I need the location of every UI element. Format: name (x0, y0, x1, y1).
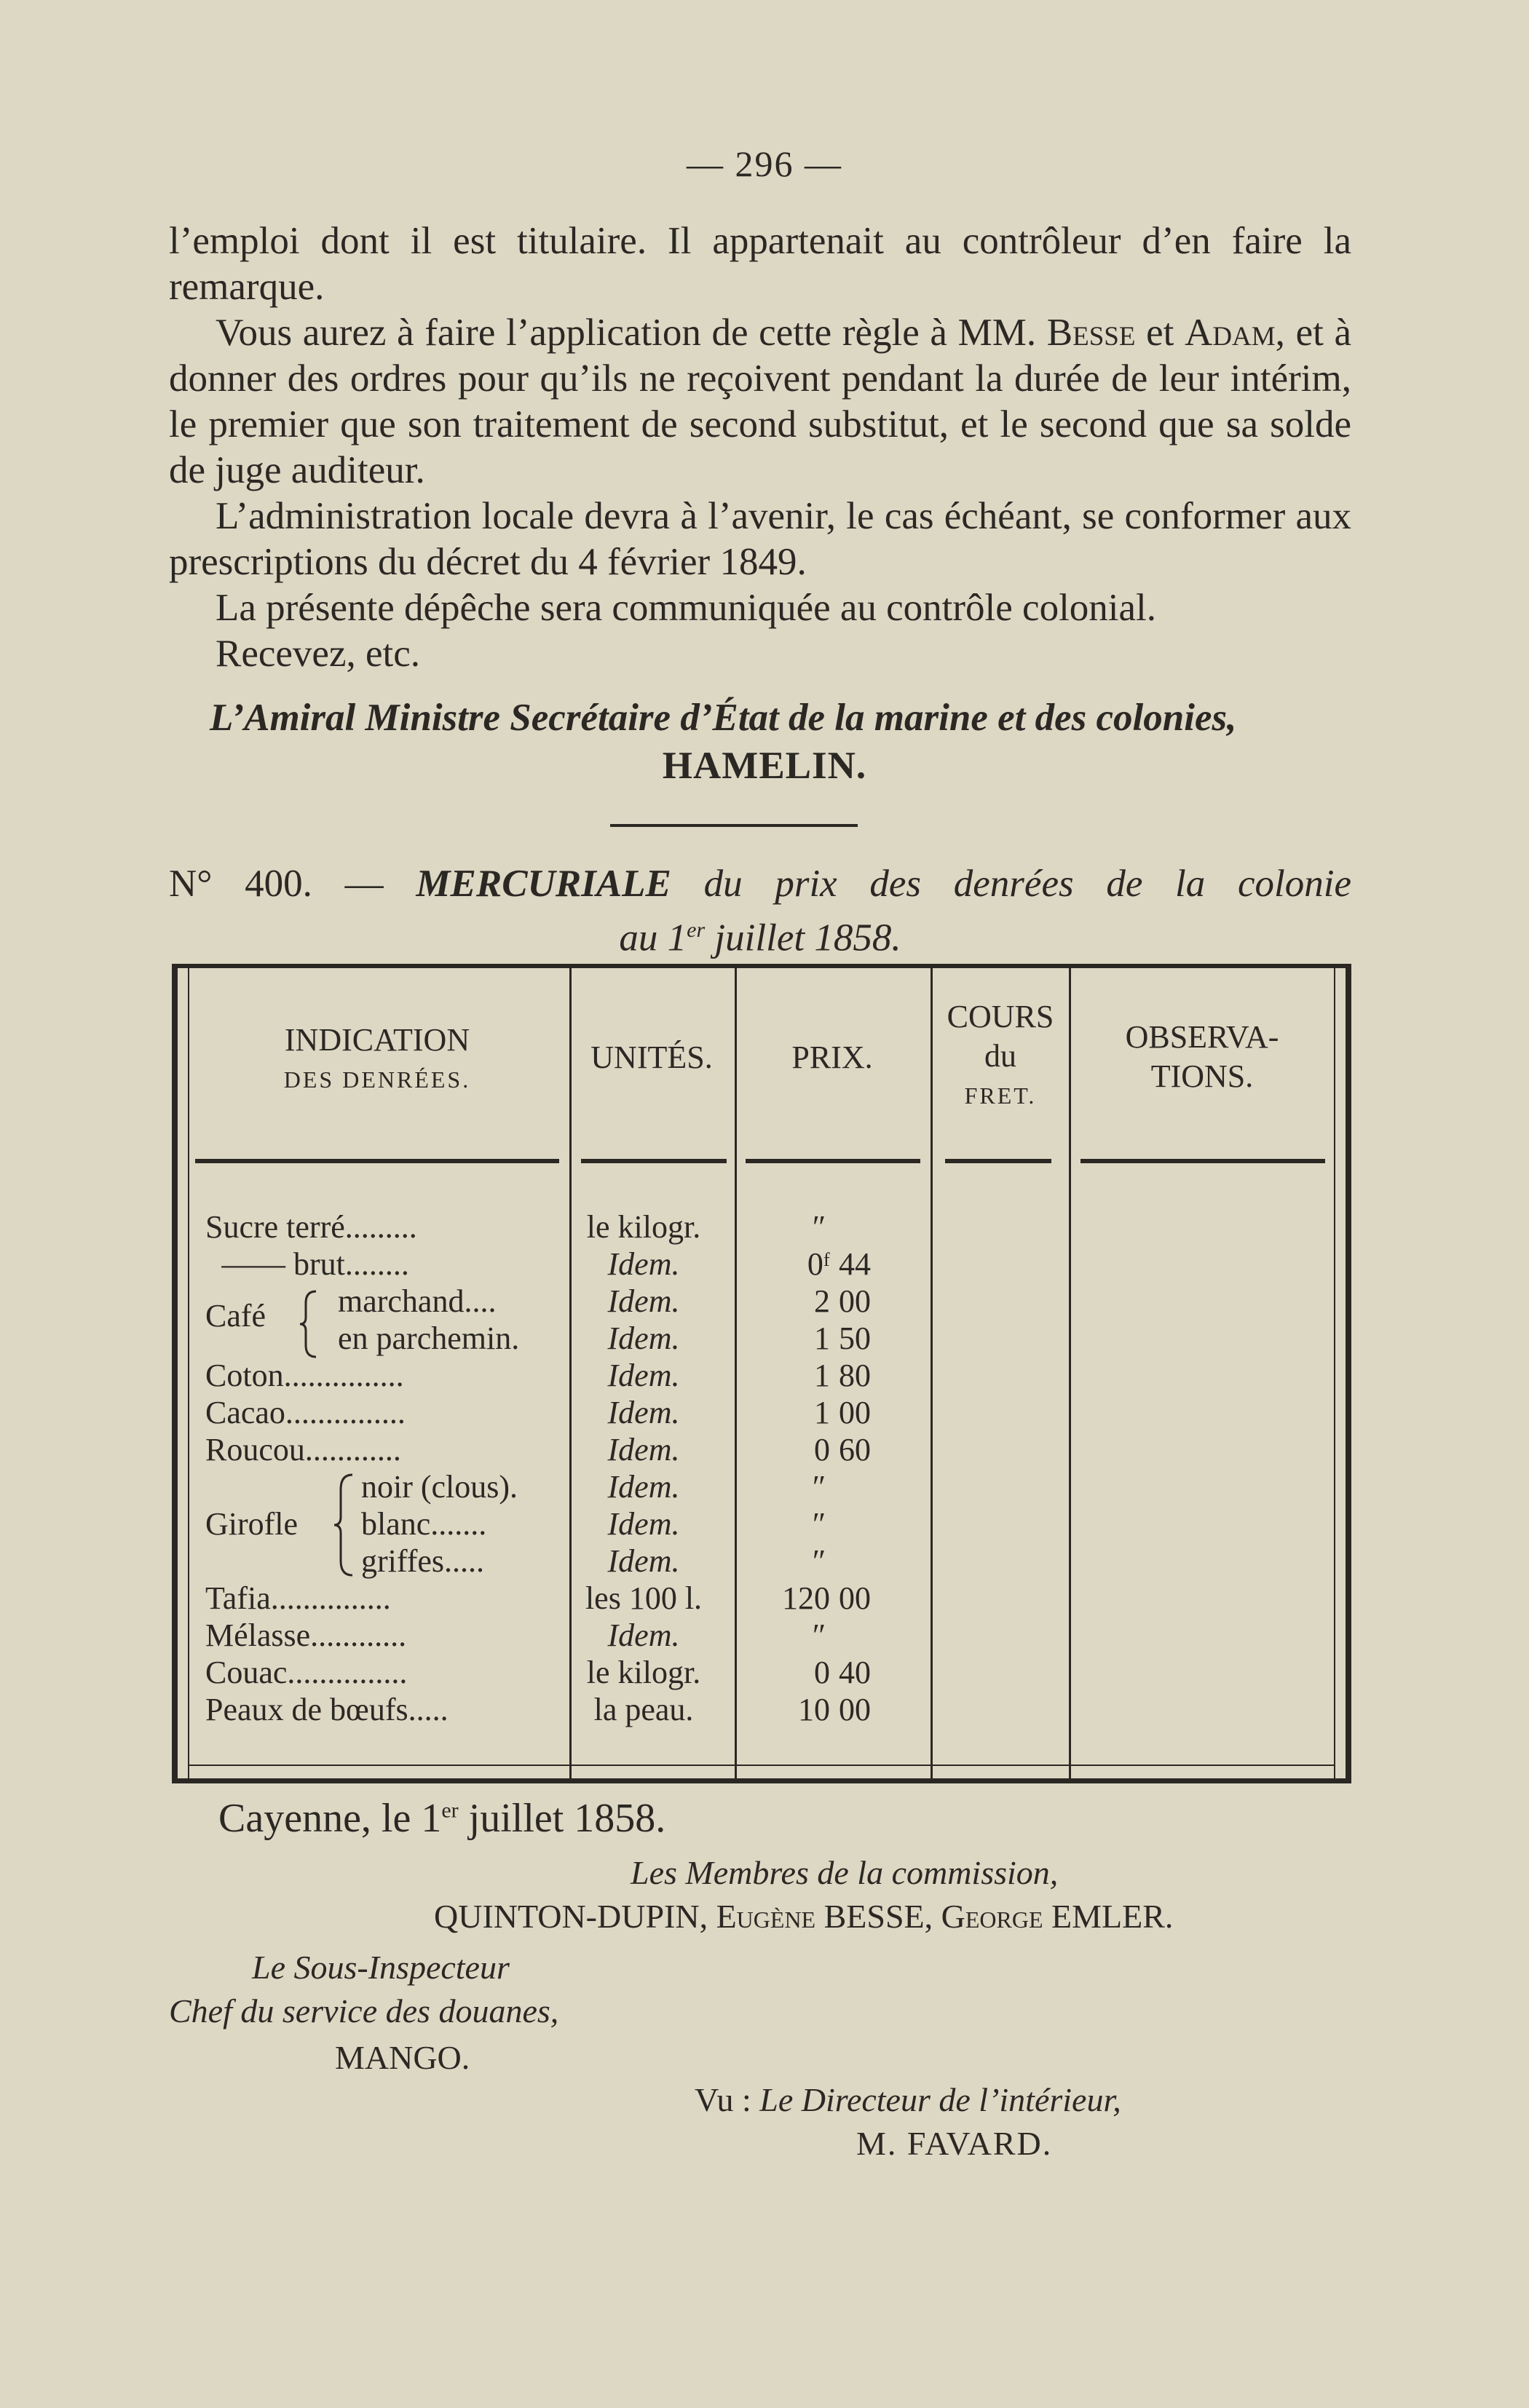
table-row: griffes..... Idem. ″ (361, 1543, 826, 1579)
paragraph-4: La présente dépêche sera communiquée au contrôle colonial. (216, 587, 1157, 629)
sous-inspecteur: Le Sous-Inspecteur (252, 1949, 510, 1986)
section-divider (610, 824, 858, 827)
name-adam: Adam (1185, 312, 1276, 354)
signature-name: HAMELIN. (662, 745, 867, 787)
table-row: Couac............... le kilogr. 0 40 (205, 1655, 871, 1690)
table-row: Mélasse............ Idem. ″ (205, 1617, 826, 1653)
signatory-mango: MANGO. (335, 2039, 470, 2076)
paragraph-1: l’emploi dont il est titulaire. Il appartenait au contrôleur d’en faire la remarque. (169, 220, 1351, 308)
paragraph-5: Recevez, etc. (216, 633, 420, 675)
header-observations: OBSERVA- TIONS. (1125, 1019, 1279, 1094)
table-row: marchand.... Idem. 2 00 (338, 1283, 871, 1319)
body-text (169, 218, 1351, 677)
price-table (172, 964, 1351, 1783)
heading-date: au 1er juillet 1858. (619, 916, 901, 959)
group-label-girofle: Girofle (205, 1506, 299, 1542)
table-row: Sucre terré......... le kilogr. ″ (205, 1209, 826, 1245)
heading-number: N° 400. — (169, 863, 416, 905)
table-row: blanc....... Idem. ″ (361, 1506, 826, 1542)
name-besse: Besse (1046, 312, 1136, 354)
footer-place-date: Cayenne, le 1er juillet 1858. (218, 1796, 666, 1841)
header-cours-du-fret: COURS du FRET. (947, 999, 1054, 1109)
table-row: Cacao............... Idem. 1 00 (205, 1395, 871, 1430)
heading-title: MERCURIALE (416, 863, 671, 905)
header-indication: INDICATION DES DENRÉES. (283, 1022, 471, 1093)
signatory-favard: M. FAVARD. (856, 2125, 1053, 2162)
vu-directeur: Vu : Le Directeur de l’intérieur, (695, 2081, 1121, 2118)
paragraph-2: Vous aurez à faire l’application de cette règle à MM. Besse et Adam, et à donner des ordres pour qu’ils ne reçoivent pendant la durée de leur intérim, le premier que son traitement de second substitut, et le second que sa solde de juge auditeur. (169, 312, 1352, 491)
page-number: — 296 — (687, 143, 842, 184)
group-label-cafe: Café (205, 1298, 266, 1334)
signature-title: L’Amiral Ministre Secrétaire d’État de la marine et des colonies, (210, 697, 1237, 739)
header-unites: UNITÉS. (590, 1039, 713, 1075)
table-row: Tafia............... les 100 l. 120 00 (205, 1580, 871, 1616)
paragraph-3: L’administration locale devra à l’avenir, le cas échéant, se conformer aux prescriptions du décret du 4 février 1849. (169, 495, 1351, 583)
table-row: Roucou............ Idem. 0 60 (205, 1432, 871, 1468)
commission-names: QUINTON-DUPIN, Eugène BESSE, George EMLER. (434, 1898, 1174, 1935)
table-row: noir (clous). Idem. ″ (361, 1469, 826, 1505)
header-prix: PRIX. (791, 1039, 873, 1075)
brace-icon (332, 1472, 357, 1578)
chef-douanes: Chef du service des douanes, (169, 1992, 559, 2029)
table-row: Peaux de bœufs..... la peau. 10 00 (205, 1692, 871, 1727)
table-row: en parchemin. Idem. 1 50 (338, 1320, 871, 1356)
section-heading: N° 400. — MERCURIALE du prix des denrées de la colonie au 1er juillet 1858. (169, 860, 1351, 962)
table-row: —— brut........ Idem. 0ᶠ 44 (221, 1246, 871, 1282)
commission-members: Les Membres de la commission, (631, 1854, 1059, 1891)
brace-icon (299, 1288, 320, 1360)
table-row: Coton............... Idem. 1 80 (205, 1358, 871, 1393)
